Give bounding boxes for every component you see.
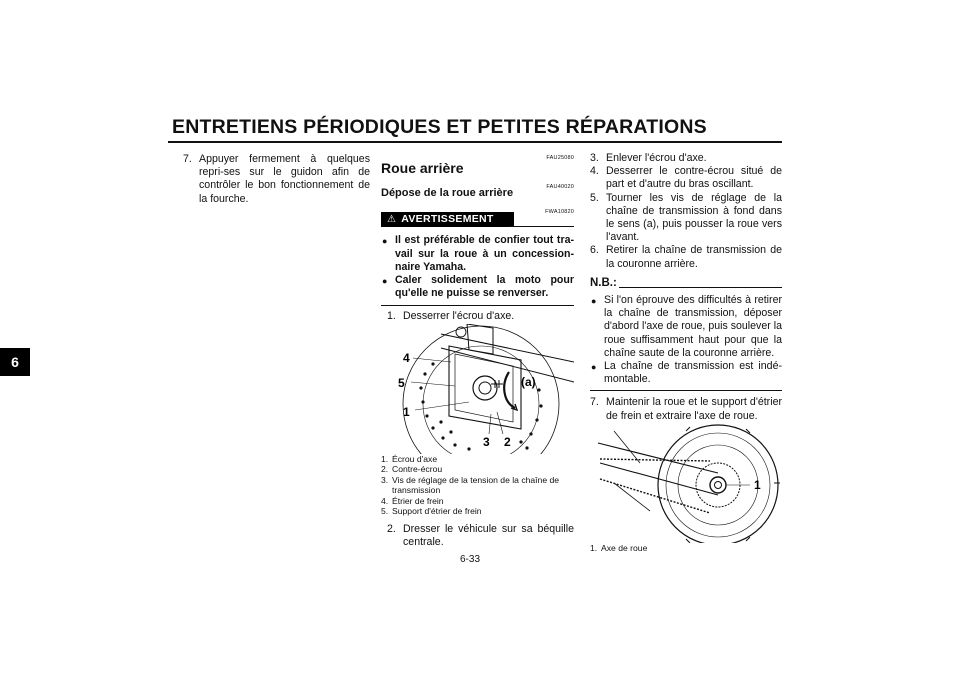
step-text: Desserrer le contre-écrou situé de part et d'autre du bras oscillant. bbox=[606, 165, 782, 191]
caption-number: 1. bbox=[381, 453, 389, 464]
step-number: 5. bbox=[590, 191, 599, 204]
caption-text: Contre-écrou bbox=[392, 464, 443, 475]
warning-bullet-text: Il est préférable de confier tout tra-vail sur la roue à un concession-naire Yamaha. bbox=[395, 234, 574, 273]
step-text: Retirer la chaîne de transmission de la couronne arrière. bbox=[606, 244, 782, 270]
caption-text: Support d'étrier de frein bbox=[392, 506, 482, 517]
bullet-icon: ● bbox=[382, 276, 388, 287]
subsection-title: Dépose de la roue arrière bbox=[381, 187, 514, 200]
caption-number: 3. bbox=[381, 474, 389, 485]
figure-label: 5 bbox=[398, 375, 405, 390]
step-number: 4. bbox=[590, 165, 599, 178]
caption-number: 5. bbox=[381, 506, 389, 517]
step-text: Tourner les vis de réglage de la chaîne de transmission à fond dans le sens (a), puis pousser la roue vers l'avant. bbox=[606, 191, 782, 244]
note-bullet bbox=[590, 294, 782, 360]
step-number: 3. bbox=[590, 152, 599, 164]
warning-header bbox=[381, 212, 574, 228]
page-number: 6-33 bbox=[460, 554, 481, 565]
caption-text: Écrou d'axe bbox=[392, 453, 438, 464]
reference-code: FAU40020 bbox=[546, 184, 574, 191]
bullet-icon: ● bbox=[591, 296, 597, 307]
figure-label: 1 bbox=[754, 477, 761, 492]
step-7-axle bbox=[590, 396, 782, 422]
right-column bbox=[590, 152, 782, 553]
note-bullet-text: Si l'on éprouve des difficultés à retirer la chaîne de transmission, déposer d'abord l'axe de roue, puis soulever la roue suffisamment haut pour que la chaîne saute de la couronne arrière. bbox=[604, 294, 782, 359]
step-3 bbox=[590, 152, 782, 165]
note-label: N.B.: bbox=[590, 276, 617, 289]
step-6 bbox=[590, 244, 782, 270]
note-header bbox=[590, 277, 782, 290]
page-header-title: ENTRETIENS PÉRIODIQUES ET PETITES RÉPARATIONS bbox=[172, 116, 707, 138]
warning-label: AVERTISSEMENT bbox=[401, 213, 494, 226]
caption-number: 1. bbox=[590, 542, 598, 553]
wheel-axle-figure bbox=[590, 423, 782, 543]
figure-captions bbox=[590, 543, 782, 554]
step-4 bbox=[590, 165, 782, 191]
caption-text: Axe de roue bbox=[601, 542, 648, 553]
caption-item bbox=[381, 475, 574, 496]
caption-item bbox=[381, 496, 574, 507]
figure-label: 4 bbox=[403, 350, 410, 365]
step-text: Desserrer l'écrou d'axe. bbox=[403, 310, 515, 323]
step-number: 7. bbox=[183, 153, 192, 165]
step-number: 7. bbox=[590, 396, 599, 409]
reference-code: FAU25080 bbox=[546, 155, 574, 161]
caption-number: 4. bbox=[381, 495, 389, 506]
chapter-tab: 6 bbox=[0, 348, 30, 376]
warning-bullet-text: Caler solidement la moto pour qu'elle ne puisse se renverser. bbox=[395, 274, 574, 300]
step-5 bbox=[590, 192, 782, 245]
note-bullet-text: La chaîne de transmission est indé-montable. bbox=[604, 360, 782, 386]
caption-number: 2. bbox=[381, 464, 389, 475]
figure-label: 1 bbox=[403, 404, 410, 419]
note-rule bbox=[619, 287, 782, 288]
figure-label: (a) bbox=[521, 374, 536, 389]
caption-item bbox=[590, 543, 782, 554]
step-2 bbox=[381, 523, 574, 549]
caption-item bbox=[381, 506, 574, 517]
step-number: 6. bbox=[590, 244, 599, 257]
warning-bullet bbox=[381, 234, 574, 274]
reference-code: FWA10820 bbox=[545, 209, 574, 216]
note-bullet bbox=[590, 360, 782, 386]
step-text: Appuyer fermement à quelques repri-ses sur le guidon afin de contrôler le bon fonctionnement de la fourche. bbox=[199, 153, 370, 205]
step-text: Dresser le véhicule sur sa béquille centrale. bbox=[403, 522, 574, 548]
step-1 bbox=[381, 310, 574, 323]
axle-nut-figure bbox=[381, 324, 574, 454]
section-title: Roue arrière bbox=[381, 160, 464, 176]
step-number: 2. bbox=[387, 522, 396, 535]
left-column bbox=[183, 153, 370, 206]
step-text: Maintenir la roue et le support d'étrier de frein et extraire l'axe de roue. bbox=[606, 396, 782, 422]
caption-item bbox=[381, 464, 574, 475]
caption-text: Vis de réglage de la tension de la chaîne de transmission bbox=[392, 474, 560, 496]
step-number: 1. bbox=[387, 310, 396, 323]
bullet-icon: ● bbox=[382, 236, 388, 247]
figure-label: 2 bbox=[504, 434, 511, 449]
caption-text: Étrier de frein bbox=[392, 495, 444, 506]
warning-rule bbox=[509, 226, 574, 227]
step-text: Enlever l'écrou d'axe. bbox=[606, 152, 707, 164]
figure-captions bbox=[381, 454, 574, 517]
middle-column bbox=[381, 152, 574, 549]
warning-triangle-icon: ⚠ bbox=[387, 214, 397, 226]
warning-badge bbox=[381, 212, 514, 227]
header-rule bbox=[168, 141, 782, 143]
figure-label: 3 bbox=[483, 434, 490, 449]
bullet-icon: ● bbox=[591, 362, 597, 373]
warning-bullet bbox=[381, 274, 574, 300]
step-7-fork bbox=[183, 153, 370, 206]
caption-item bbox=[381, 454, 574, 465]
